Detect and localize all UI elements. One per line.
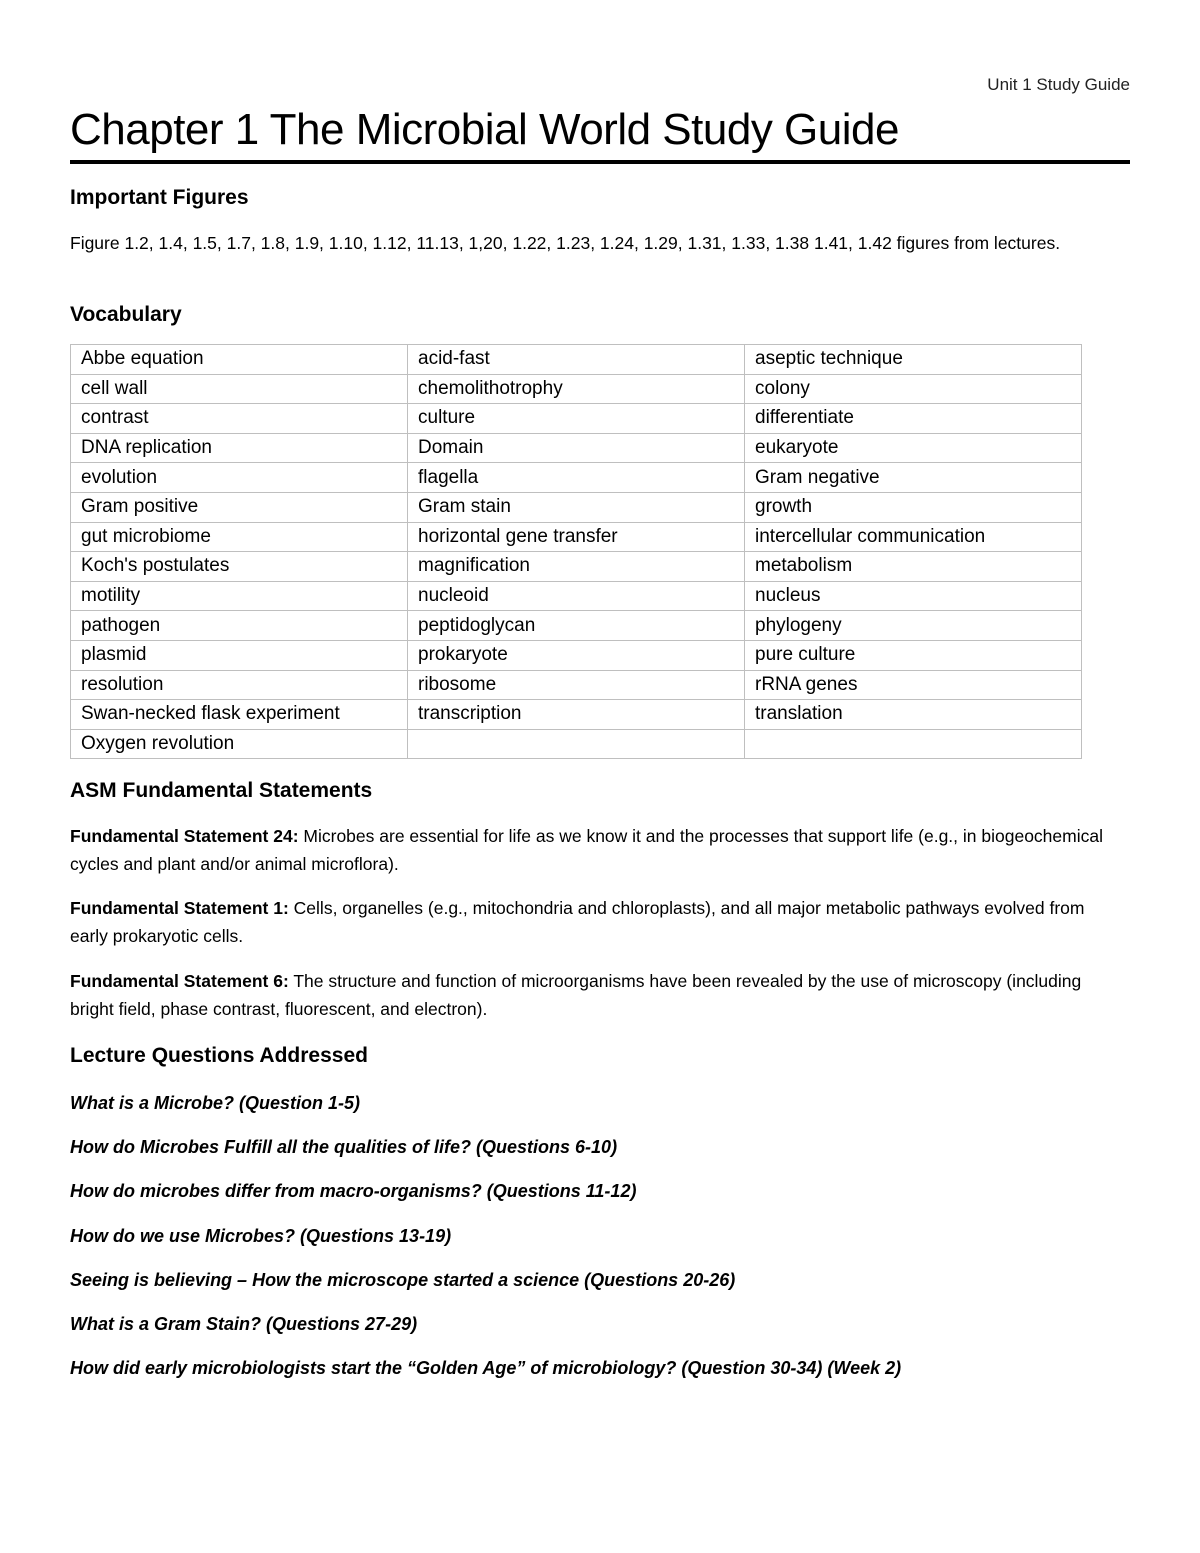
page-title: Chapter 1 The Microbial World Study Guide: [70, 100, 1130, 164]
vocab-term: pathogen: [71, 611, 408, 641]
fundamental-statement: Fundamental Statement 24: Microbes are essential for life as we know it and the processes that support life (e.g., in biogeochemical cycles and plant and/or animal microflora).: [70, 826, 1103, 874]
running-header: Unit 1 Study Guide: [987, 75, 1130, 94]
table-row: [71, 433, 1082, 463]
lecture-question: How do we use Microbes? (Questions 13-19): [70, 1226, 452, 1246]
vocabulary-heading: Vocabulary: [70, 303, 182, 326]
vocab-term: Gram positive: [71, 492, 408, 522]
lecture-question: How do Microbes Fulfill all the qualities of life? (Questions 6-10): [70, 1137, 618, 1157]
table-row: [71, 700, 1082, 730]
vocab-term-empty: [745, 729, 1082, 759]
vocab-term: rRNA genes: [745, 670, 1082, 700]
vocab-term: colony: [745, 374, 1082, 404]
statement-label: Fundamental Statement 6: [70, 971, 283, 991]
vocabulary-table: [70, 344, 1082, 759]
table-row: [71, 581, 1082, 611]
vocab-term: horizontal gene transfer: [408, 522, 745, 552]
lecture-question: How do microbes differ from macro-organisms? (Questions 11-12): [70, 1181, 637, 1201]
vocab-term: Gram negative: [745, 463, 1082, 493]
vocab-term: peptidoglycan: [408, 611, 745, 641]
table-row: [71, 729, 1082, 759]
statement-label: Fundamental Statement 24: [70, 826, 293, 846]
vocab-term: DNA replication: [71, 433, 408, 463]
vocab-term: phylogeny: [745, 611, 1082, 641]
vocab-term: Gram stain: [408, 492, 745, 522]
vocab-term: growth: [745, 492, 1082, 522]
vocab-term: Domain: [408, 433, 745, 463]
vocab-term: chemolithotrophy: [408, 374, 745, 404]
lecture-question: Seeing is believing – How the microscope started a science (Questions 20-26): [70, 1270, 736, 1290]
lecture-question: How did early microbiologists start the “Golden Age” of microbiology? (Question 30-34) (Week 2): [70, 1358, 902, 1378]
vocab-term: flagella: [408, 463, 745, 493]
vocab-term: eukaryote: [745, 433, 1082, 463]
statement-label: Fundamental Statement 1: [70, 898, 283, 918]
figures-heading: Important Figures: [70, 186, 249, 209]
vocab-term: translation: [745, 700, 1082, 730]
vocab-term: transcription: [408, 700, 745, 730]
vocab-term: differentiate: [745, 404, 1082, 434]
vocab-term: prokaryote: [408, 640, 745, 670]
vocab-term-empty: [408, 729, 745, 759]
table-row: [71, 670, 1082, 700]
vocab-term: motility: [71, 581, 408, 611]
vocab-term: cell wall: [71, 374, 408, 404]
lecture-question: What is a Microbe? (Question 1-5): [70, 1093, 361, 1113]
table-row: [71, 404, 1082, 434]
vocab-term: nucleus: [745, 581, 1082, 611]
table-row: [71, 611, 1082, 641]
table-row: [71, 345, 1082, 375]
vocab-term: Abbe equation: [71, 345, 408, 375]
vocab-term: acid-fast: [408, 345, 745, 375]
table-row: [71, 463, 1082, 493]
table-row: [71, 522, 1082, 552]
vocab-term: Koch's postulates: [71, 552, 408, 582]
vocab-term: contrast: [71, 404, 408, 434]
lecture-heading: Lecture Questions Addressed: [70, 1044, 368, 1067]
vocab-term: intercellular communication: [745, 522, 1082, 552]
statement-text: Cells, organelles (e.g., mitochondria and chloroplasts), and all major metabolic pathways evolved from early prokaryotic cells.: [70, 898, 1085, 946]
fundamental-statement: Fundamental Statement 1: Cells, organelles (e.g., mitochondria and chloroplasts), and all major metabolic pathways evolved from early prokaryotic cells.: [70, 898, 1085, 946]
vocab-term: resolution: [71, 670, 408, 700]
vocab-term: pure culture: [745, 640, 1082, 670]
vocab-term: culture: [408, 404, 745, 434]
vocab-term: nucleoid: [408, 581, 745, 611]
vocab-term: evolution: [71, 463, 408, 493]
table-row: [71, 640, 1082, 670]
vocab-term: ribosome: [408, 670, 745, 700]
vocab-term: aseptic technique: [745, 345, 1082, 375]
vocab-term: metabolism: [745, 552, 1082, 582]
vocab-term: magnification: [408, 552, 745, 582]
statement-text: The structure and function of microorganisms have been revealed by the use of microscopy (including bright field, phase contrast, fluorescent, and electron).: [70, 971, 1082, 1019]
vocab-term: Swan-necked flask experiment: [71, 700, 408, 730]
vocab-term: gut microbiome: [71, 522, 408, 552]
asm-heading: ASM Fundamental Statements: [70, 779, 373, 802]
table-row: [71, 492, 1082, 522]
fundamental-statement: Fundamental Statement 6: The structure and function of microorganisms have been revealed by the use of microscopy (including bright field, phase contrast, fluorescent, and electron).: [70, 971, 1082, 1019]
table-row: [71, 374, 1082, 404]
table-row: [71, 552, 1082, 582]
vocab-term: Oxygen revolution: [71, 729, 408, 759]
statement-text: Microbes are essential for life as we know it and the processes that support life (e.g., in biogeochemical cycles and plant and/or animal microflora).: [70, 826, 1103, 874]
vocab-term: plasmid: [71, 640, 408, 670]
lecture-question: What is a Gram Stain? (Questions 27-29): [70, 1314, 418, 1334]
figures-text: Figure 1.2, 1.4, 1.5, 1.7, 1.8, 1.9, 1.10, 1.12, 11.13, 1,20, 1.22, 1.23, 1.24, 1.29, 1.31, 1.33, 1.38 1.41, 1.42 figures from lectures.: [70, 233, 1061, 253]
